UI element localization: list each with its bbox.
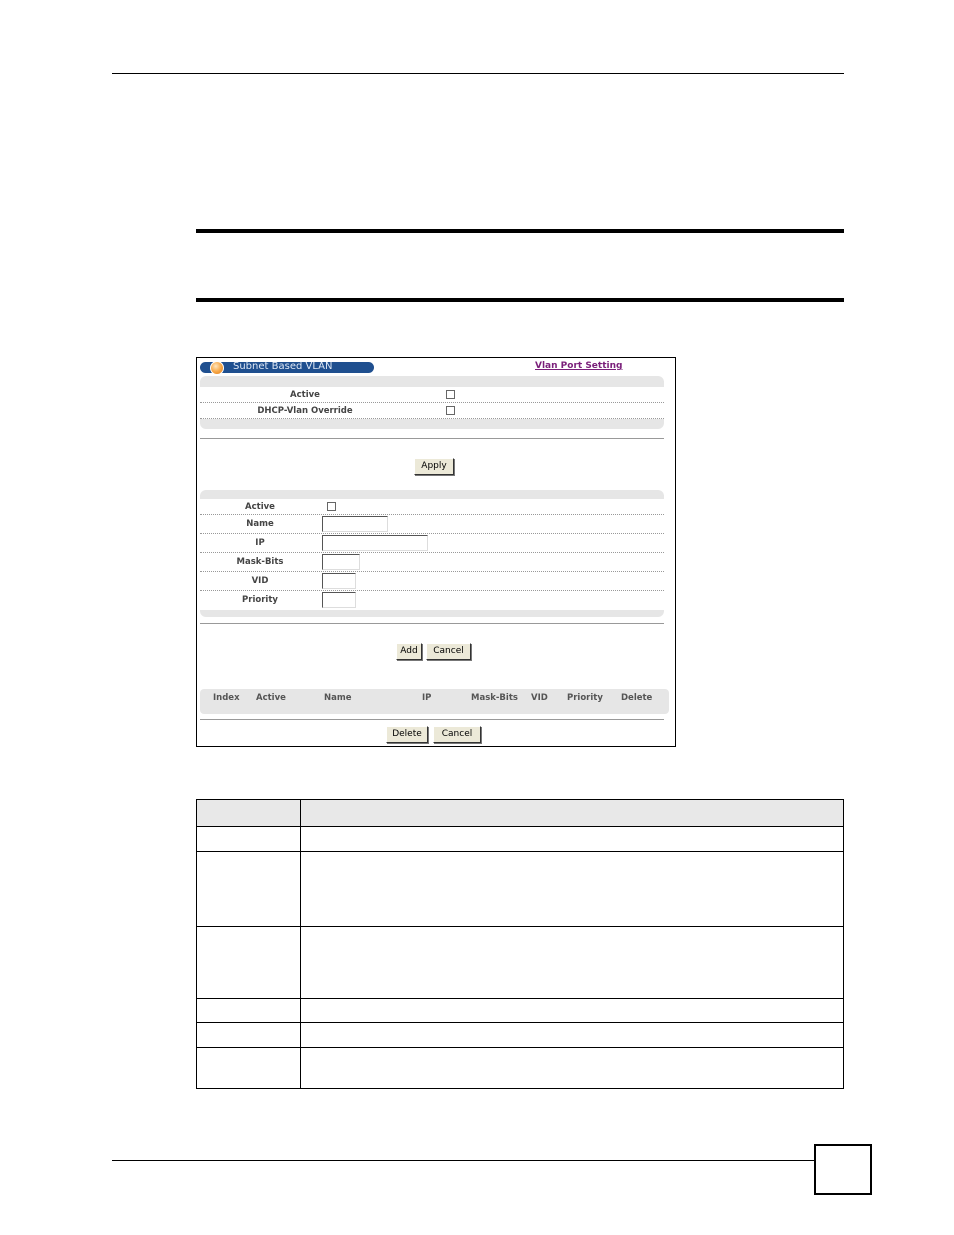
global-active-checkbox[interactable] [446, 390, 455, 399]
col-vid: VID [531, 693, 548, 703]
delete-button[interactable]: Delete [386, 726, 428, 743]
add-button[interactable]: Add [396, 643, 422, 660]
description-cell [301, 800, 844, 827]
dhcp-override-checkbox[interactable] [446, 406, 455, 415]
table-row [197, 927, 844, 999]
global-active-label: Active [290, 390, 320, 400]
priority-input[interactable] [322, 592, 356, 608]
table-row [197, 1023, 844, 1048]
vid-input[interactable] [322, 573, 356, 589]
vlan-port-setting-link[interactable]: Vlan Port Setting [535, 361, 623, 371]
vlan-table-header [200, 689, 669, 714]
name-input[interactable] [322, 516, 388, 532]
description-cell [301, 852, 844, 927]
screen-title: Subnet Based VLAN [233, 361, 333, 372]
col-priority: Priority [567, 693, 603, 703]
separator [200, 623, 664, 624]
entry-priority-row [200, 591, 664, 610]
label-cell [197, 927, 301, 999]
label-cell [197, 1048, 301, 1089]
separator [200, 719, 664, 720]
table-header-row [197, 800, 844, 827]
separator [200, 438, 664, 439]
entry-ip-row [200, 534, 664, 553]
col-index: Index [213, 693, 240, 703]
entry-active-checkbox[interactable] [327, 502, 336, 511]
table-row [197, 1048, 844, 1089]
description-cell [301, 1048, 844, 1089]
field-description-table [196, 799, 844, 1089]
page-number-box [814, 1144, 872, 1195]
col-mask-bits: Mask-Bits [471, 693, 518, 703]
entry-vid-row [200, 572, 664, 591]
orange-bullet-icon [210, 361, 224, 375]
entry-ip-label: IP [255, 538, 265, 548]
entry-priority-label: Priority [242, 595, 278, 605]
col-active: Active [256, 693, 286, 703]
description-cell [301, 827, 844, 852]
col-delete: Delete [621, 693, 653, 703]
col-name: Name [324, 693, 352, 703]
entry-name-label: Name [246, 519, 274, 529]
dhcp-override-row [200, 403, 664, 419]
table-row [197, 827, 844, 852]
description-cell [301, 927, 844, 999]
table-row [197, 852, 844, 927]
screen-title-tab [200, 362, 374, 373]
description-cell [301, 1023, 844, 1048]
footer-rule [112, 1160, 814, 1161]
global-active-row [200, 387, 664, 403]
header-rule [112, 73, 844, 74]
note-bottom-rule [196, 298, 844, 302]
entry-mask-label: Mask-Bits [236, 557, 284, 567]
entry-name-row [200, 515, 664, 534]
table-row [197, 999, 844, 1023]
subnet-vlan-screen [196, 357, 676, 747]
cancel-button[interactable]: Cancel [426, 643, 471, 660]
description-cell [301, 999, 844, 1023]
label-cell [197, 827, 301, 852]
label-cell [197, 852, 301, 927]
cancel-delete-button[interactable]: Cancel [433, 726, 481, 743]
entry-mask-row [200, 553, 664, 572]
ip-input[interactable] [322, 535, 428, 551]
entry-active-row [200, 499, 664, 515]
dhcp-override-label: DHCP-Vlan Override [257, 406, 353, 416]
label-cell [197, 1023, 301, 1048]
label-cell [197, 800, 301, 827]
mask-bits-input[interactable] [322, 554, 360, 570]
entry-vid-label: VID [251, 576, 269, 586]
label-cell [197, 999, 301, 1023]
col-ip: IP [422, 693, 432, 703]
note-top-rule [196, 229, 844, 233]
entry-active-label: Active [245, 502, 275, 512]
apply-button[interactable]: Apply [414, 458, 454, 475]
